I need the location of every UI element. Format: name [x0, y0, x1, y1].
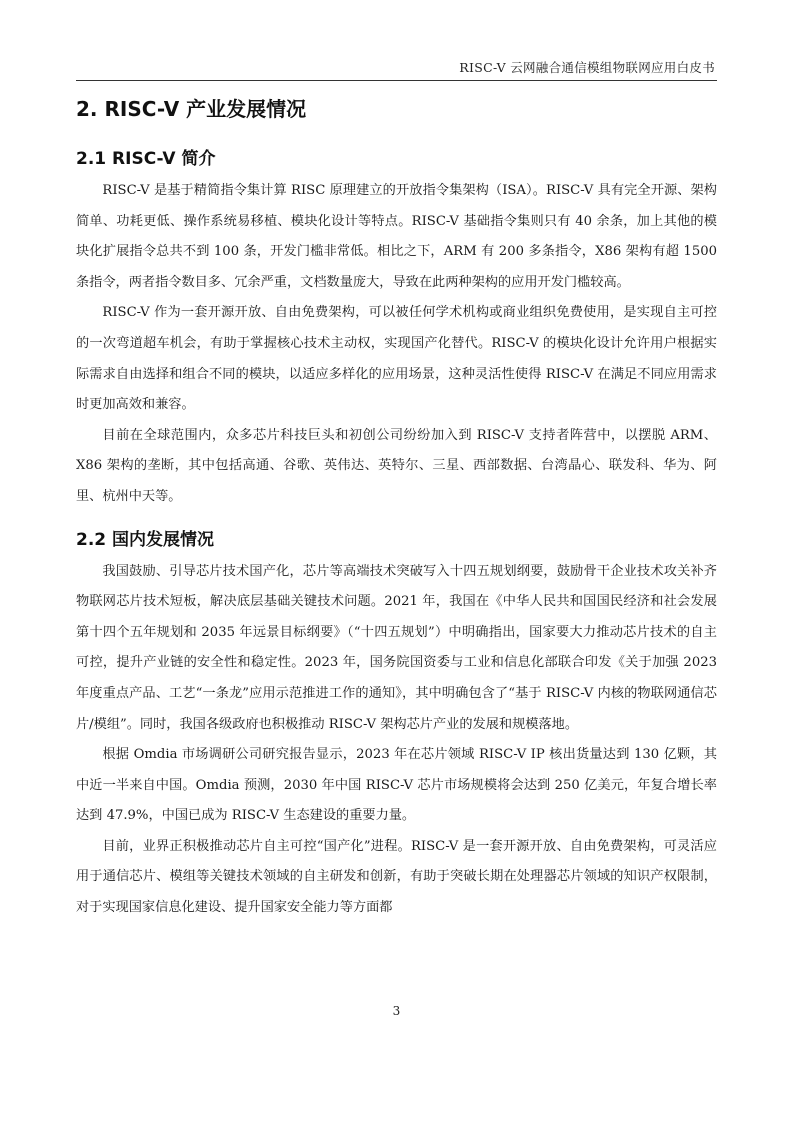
running-header: RISC-V 云网融合通信模组物联网应用白皮书: [459, 60, 715, 75]
header-divider: [76, 80, 717, 81]
chapter-title: 2. RISC-V 产业发展情况: [76, 97, 307, 121]
section-title-domestic-development: 2.2 国内发展情况: [76, 529, 215, 550]
paragraph: 目前在全球范围内，众多芯片科技巨头和初创公司纷纷加入到 RISC-V 支持者阵营中，以摆脱 ARM、X86 架构的垄断，其中包括高通、谷歌、英伟达、英特尔、三星、西部数据、台湾晶心、联发科、华为、阿里、杭州中天等。: [76, 427, 717, 504]
page-number: 3: [392, 1004, 401, 1018]
paragraph: RISC-V 作为一套开源开放、自由免费架构，可以被任何学术机构或商业组织免费使用，是实现自主可控的一次弯道超车机会，有助于掌握核心技术主动权，实现国产化替代。RISC-V 的模块化设计允许用户根据实际需求自由选择和组合不同的模块，以适应多样化的应用场景，这种灵活性使得 RISC-V 在满足不同应用需求时更加高效和兼容。: [76, 305, 717, 413]
section-title-risc-v-intro: 2.1 RISC-V 简介: [76, 149, 216, 169]
paragraph: 我国鼓励、引导芯片技术国产化，芯片等高端技术突破写入十四五规划纲要，鼓励骨干企业技术攻关补齐物联网芯片技术短板，解决底层基础关键技术问题。2021 年，我国在《中华人民共和国国民经济和社会发展第十四个五年规划和 2035 年远景目标纲要》（“十四五规划”）中明确指出，国家要大力推动芯片技术的自主可控，提升产业链的安全性和稳定性。2023 年，国务院国资委与工业和信息化部联合印发《关于加强 2023 年度重点产品、工艺“一条龙”应用示范推进工作的通知》，其中明确包含了“基于 RISC-V 内核的物联网通信芯片/模组”。同时，我国各级政府也积极推动 RISC-V 架构芯片产业的发展和规模落地。: [76, 563, 717, 732]
paragraph: 目前，业界正积极推动芯片自主可控“国产化”进程。RISC-V 是一套开源开放、自由免费架构，可灵活应用于通信芯片、模组等关键技术领域的自主研发和创新，有助于突破长期在处理器芯片领域的知识产权限制，对于实现国家信息化建设、提升国家安全能力等方面都: [76, 838, 717, 916]
paragraph: RISC-V 是基于精简指令集计算 RISC 原理建立的开放指令集架构（ISA）。RISC-V 具有完全开源、架构简单、功耗更低、操作系统易移植、模块化设计等特点。RISC-V 基础指令集则只有 40 余条，加上其他的模块化扩展指令总共不到 100 条，开发门槛非常低。相比之下，ARM 有 200 多条指令，X86 架构有超 1500 条指令，两者指令数目多、冗余严重，文档数量庞大，导致在此两种架构的应用开发门槛较高。: [76, 183, 717, 290]
paragraph: 根据 Omdia 市场调研公司研究报告显示，2023 年在芯片领域 RISC-V IP 核出货量达到 130 亿颗，其中近一半来自中国。Omdia 预测，2030 年中国 RISC-V 芯片市场规模将会达到 250 亿美元，年复合增长率达到 47.9%，中国已成为 RISC-V 生态建设的重要力量。: [76, 747, 717, 824]
page-body: [76, 94, 717, 924]
